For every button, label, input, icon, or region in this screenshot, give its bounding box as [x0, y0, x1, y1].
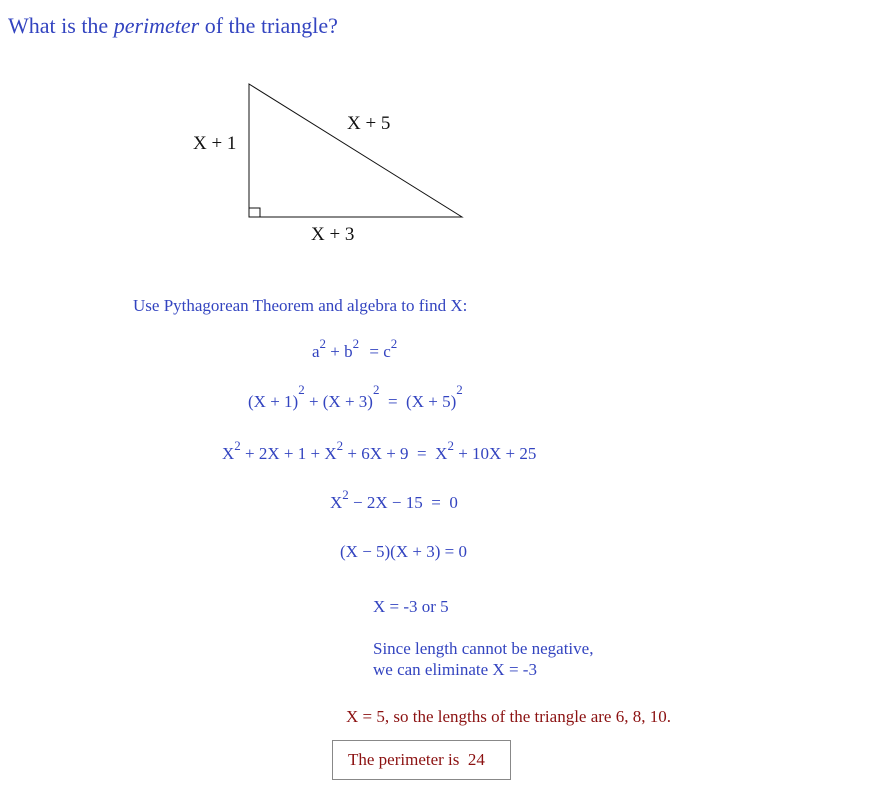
eq1-a: a	[312, 342, 320, 361]
eq3-exp1: 2	[234, 438, 241, 453]
equation-pythagorean	[312, 336, 398, 362]
side-label-bottom: X + 3	[311, 224, 355, 245]
eq2-term3: = (X + 5)	[379, 392, 457, 411]
eq2-term2: + (X + 3)	[304, 392, 373, 411]
eq2-exp1: 2	[298, 382, 305, 397]
equation-solutions: X = -3 or 5	[373, 597, 449, 616]
right-triangle	[249, 84, 462, 217]
eq3-term4: + 10X + 25	[453, 444, 537, 463]
eq1-b: + b	[326, 342, 353, 361]
eq3-exp2: 2	[336, 438, 344, 453]
note-line-2: we can eliminate X = -3	[373, 660, 537, 679]
eq3-term1: X	[222, 444, 235, 463]
conclusion-text: X = 5, so the lengths of the triangle are 6, 8, 10.	[346, 707, 671, 726]
eq3-term2: + 2X + 1 + X	[240, 444, 337, 463]
eq1-exp-b: 2	[352, 336, 360, 351]
answer-label: The perimeter is	[348, 750, 460, 769]
side-label-left: X + 1	[193, 133, 237, 154]
eq2-exp3: 2	[456, 382, 463, 397]
side-label-hypotenuse: X + 5	[347, 113, 391, 134]
eq4-exp1: 2	[342, 487, 349, 502]
equation-factored: (X − 5)(X + 3) = 0	[340, 542, 467, 561]
eq3-exp3: 2	[447, 438, 454, 453]
eq4-term2: − 2X − 15 = 0	[348, 493, 458, 512]
right-angle-marker	[249, 208, 260, 217]
eq4-term1: X	[330, 493, 343, 512]
question-suffix: of the triangle?	[199, 13, 338, 38]
eq2-exp2: 2	[372, 382, 380, 397]
eq3-term3: + 6X + 9 = X	[343, 444, 448, 463]
equation-expanded	[222, 438, 537, 464]
note-line-1: Since length cannot be negative,	[373, 639, 594, 658]
equation-substituted	[248, 382, 463, 412]
question-emphasis: perimeter	[113, 13, 200, 38]
answer-value: 24	[467, 750, 485, 769]
equation-simplified	[330, 487, 458, 513]
eq1-exp-a: 2	[319, 336, 327, 351]
question-prefix: What is the	[8, 13, 114, 38]
eq1-c: = c	[365, 342, 391, 361]
eq1-exp-c: 2	[390, 336, 398, 351]
eq2-term1: (X + 1)	[248, 392, 299, 411]
solution-intro: Use Pythagorean Theorem and algebra to find X:	[133, 296, 468, 315]
answer-box	[332, 740, 511, 780]
